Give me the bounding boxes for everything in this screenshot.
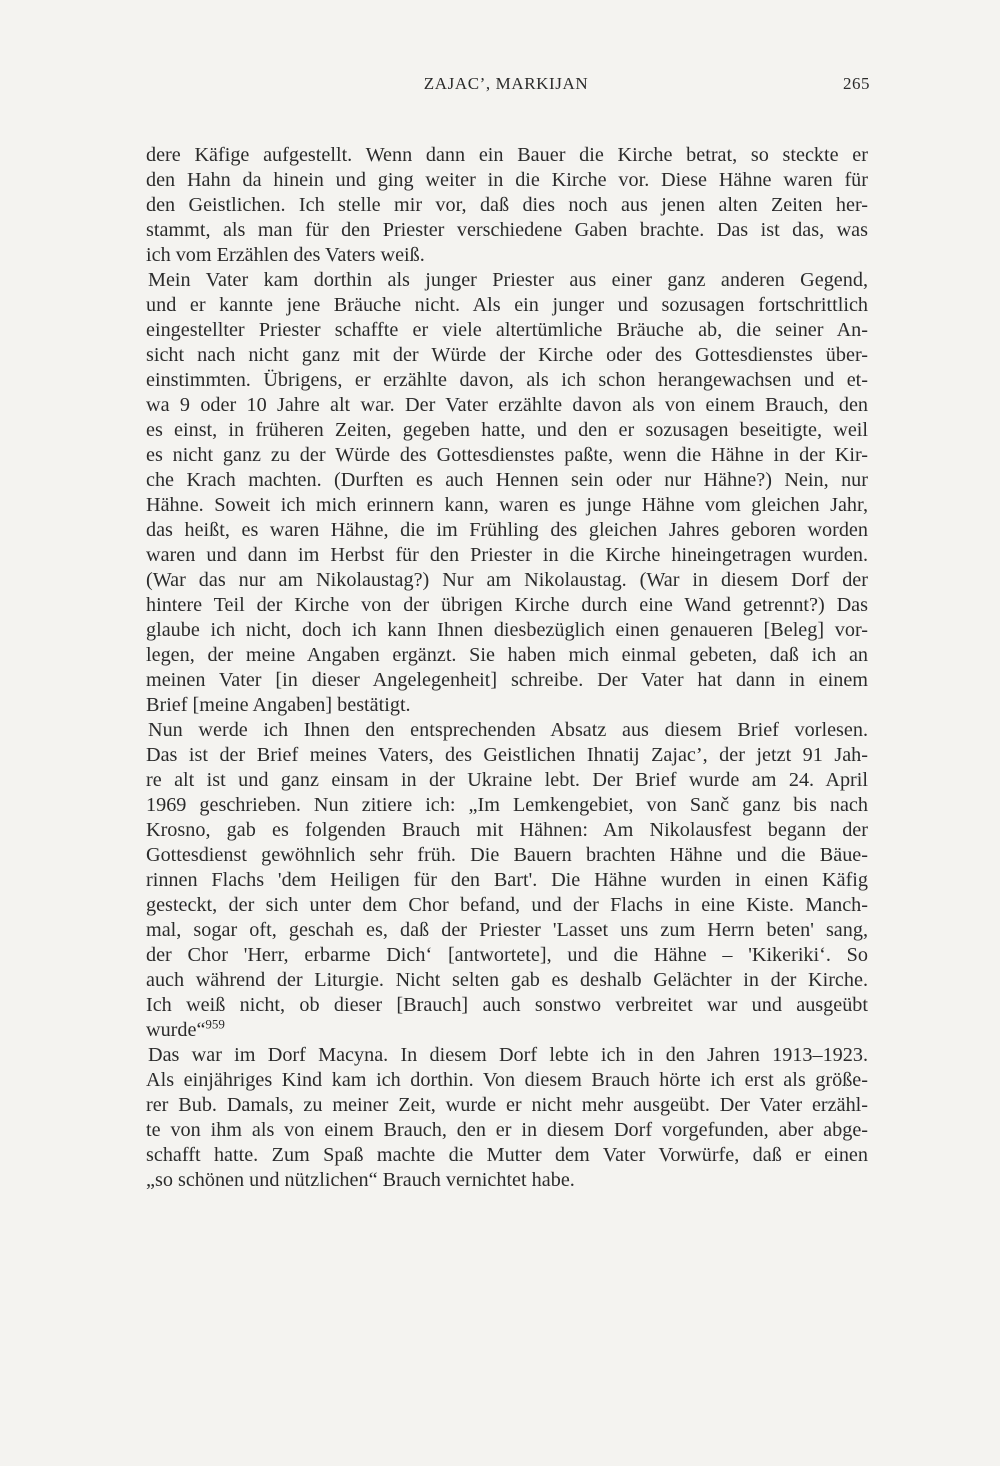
line-text: ich vom Erzählen des Vaters weiß. (146, 244, 425, 266)
text-line (146, 393, 868, 418)
line-text: hintere Teil der Kirche von der übrigen Kirche durch eine Wand getrennt?) Das (146, 594, 868, 616)
text-line (146, 793, 868, 818)
text-line (146, 1118, 868, 1143)
text-line (146, 843, 868, 868)
text-line (146, 443, 868, 468)
line-text: gesteckt, der sich unter dem Chor befand, und der Flachs in eine Kiste. Manch- (146, 894, 868, 916)
running-head-title: ZAJAC’, MARKIJAN (423, 74, 589, 93)
text-line (146, 243, 868, 268)
line-text: stammt, als man für den Priester verschiedene Gaben brachte. Das ist das, was (146, 219, 868, 241)
line-text: eingestellter Priester schaffte er viele altertümliche Bräuche ab, die seiner An- (146, 319, 868, 341)
line-text: den Geistlichen. Ich stelle mir vor, daß dies noch aus jenen alten Zeiten her- (146, 194, 868, 216)
text-line (146, 193, 868, 218)
line-text: Nun werde ich Ihnen den entsprechenden Absatz aus diesem Brief vorlesen. (148, 719, 868, 741)
line-text: dere Käfige aufgestellt. Wenn dann ein Bauer die Kirche betrat, so steckte er (146, 144, 868, 166)
line-text: Das ist der Brief meines Vaters, des Geistlichen Ihnatij Zajac’, der jetzt 91 Jah- (146, 744, 868, 766)
line-text: re alt ist und ganz einsam in der Ukraine lebt. Der Brief wurde am 24. April (146, 769, 868, 791)
line-text: Hähne. Soweit ich mich erinnern kann, waren es junge Hähne vom gleichen Jahr, (146, 494, 868, 516)
line-text: che Krach machten. (Durften es auch Hennen sein oder nur Hähne?) Nein, nur (146, 469, 868, 491)
text-line (146, 1043, 868, 1068)
line-text: und er kannte jene Bräuche nicht. Als ein junger und sozusagen fortschrittlich (146, 294, 868, 316)
text-line (146, 293, 868, 318)
text-line (146, 143, 868, 168)
text-line (146, 218, 868, 243)
text-line (146, 368, 868, 393)
line-text: te von ihm als von einem Brauch, den er in diesem Dorf vorgefunden, aber abge- (146, 1119, 868, 1141)
text-line (146, 343, 868, 368)
line-text: glaube ich nicht, doch ich kann Ihnen diesbezüglich einen genaueren [Beleg] vor- (146, 619, 868, 641)
line-text: Brief [meine Angaben] bestätigt. (146, 694, 411, 716)
paragraph (146, 143, 868, 268)
running-header (146, 74, 870, 100)
text-line (146, 518, 868, 543)
text-line (146, 418, 868, 443)
line-text: 1969 geschrieben. Nun zitiere ich: „Im Lemkengebiet, von Sanč ganz bis nach (146, 794, 868, 816)
text-line (146, 318, 868, 343)
line-text: schafft hatte. Zum Spaß machte die Mutter dem Vater Vorwürfe, daß er einen (146, 1144, 868, 1166)
line-text: es einst, in früheren Zeiten, gegeben hatte, und den er sozusagen beseitigte, weil (146, 419, 868, 441)
line-text: meinen Vater [in dieser Angelegenheit] schreibe. Der Vater hat dann in einem (146, 669, 868, 691)
line-text: Als einjähriges Kind kam ich dorthin. Von diesem Brauch hörte ich erst als größe- (146, 1069, 868, 1091)
page-number: 265 (843, 74, 870, 93)
text-line (146, 893, 868, 918)
line-text: Mein Vater kam dorthin als junger Priester aus einer ganz anderen Gegend, (148, 269, 868, 291)
text-line (146, 1093, 868, 1118)
paragraph (146, 718, 868, 1043)
text-line (146, 643, 868, 668)
line-text: sicht nach nicht ganz mit der Würde der Kirche oder des Gottesdienstes über- (146, 344, 868, 366)
line-text: wurde“ (146, 1019, 206, 1041)
text-line (146, 1168, 868, 1193)
text-line (146, 943, 868, 968)
text-line (146, 818, 868, 843)
text-line (146, 1068, 868, 1093)
text-line (146, 868, 868, 893)
text-line (146, 468, 868, 493)
line-text: Ich weiß nicht, ob dieser [Brauch] auch sonstwo verbreitet war und ausgeübt (146, 994, 868, 1016)
line-text: einstimmten. Übrigens, er erzählte davon, als ich schon herangewachsen und et- (146, 369, 868, 391)
text-line (146, 993, 868, 1018)
line-text: auch während der Liturgie. Nicht selten gab es deshalb Gelächter in der Kirche. (146, 969, 868, 991)
text-line (146, 718, 868, 743)
line-text: es nicht ganz zu der Würde des Gottesdienstes paßte, wenn die Hähne in der Kir- (146, 444, 868, 466)
text-line (146, 918, 868, 943)
line-text: (War das nur am Nikolaustag?) Nur am Nikolaustag. (War in diesem Dorf der (146, 569, 868, 591)
line-text: das heißt, es waren Hähne, die im Frühling des gleichen Jahres geboren worden (146, 519, 868, 541)
text-line (146, 268, 868, 293)
line-text: mal, sogar oft, geschah es, daß der Priester 'Lasset uns zum Herrn beten' sang, (146, 919, 868, 941)
body-text (146, 143, 868, 1193)
text-line (146, 693, 868, 718)
text-line (146, 618, 868, 643)
paragraph (146, 1043, 868, 1193)
text-line (146, 768, 868, 793)
text-line (146, 1143, 868, 1168)
text-line (146, 743, 868, 768)
paragraph (146, 268, 868, 718)
line-text: „so schönen und nützlichen“ Brauch vernichtet habe. (146, 1169, 575, 1191)
text-line (146, 668, 868, 693)
text-line (146, 543, 868, 568)
footnote-marker: 959 (205, 1016, 225, 1032)
text-line (146, 568, 868, 593)
line-text: rinnen Flachs 'dem Heiligen für den Bart'. Die Hähne wurden in einen Käfig (146, 869, 868, 891)
line-text: rer Bub. Damals, zu meiner Zeit, wurde er nicht mehr ausgeübt. Der Vater erzähl- (146, 1094, 868, 1116)
line-text: Das war im Dorf Macyna. In diesem Dorf lebte ich in den Jahren 1913–1923. (148, 1044, 868, 1066)
text-line (146, 593, 868, 618)
line-text: der Chor 'Herr, erbarme Dich‘ [antwortete], und die Hähne – 'Kikeriki‘. So (146, 944, 868, 966)
text-line (146, 493, 868, 518)
text-line (146, 968, 868, 993)
line-text: waren und dann im Herbst für den Priester in die Kirche hineingetragen wurden. (146, 544, 868, 566)
text-line (146, 168, 868, 193)
line-text: den Hahn da hinein und ging weiter in die Kirche vor. Diese Hähne waren für (146, 169, 868, 191)
line-text: wa 9 oder 10 Jahre alt war. Der Vater erzählte davon als von einem Brauch, den (146, 394, 868, 416)
line-text: Gottesdienst gewöhnlich sehr früh. Die Bauern brachten Hähne und die Bäue- (146, 844, 868, 866)
text-line (146, 1018, 868, 1043)
line-text: Krosno, gab es folgenden Brauch mit Hähnen: Am Nikolausfest begann der (146, 819, 868, 841)
line-text: legen, der meine Angaben ergänzt. Sie haben mich einmal gebeten, daß ich an (146, 644, 868, 666)
